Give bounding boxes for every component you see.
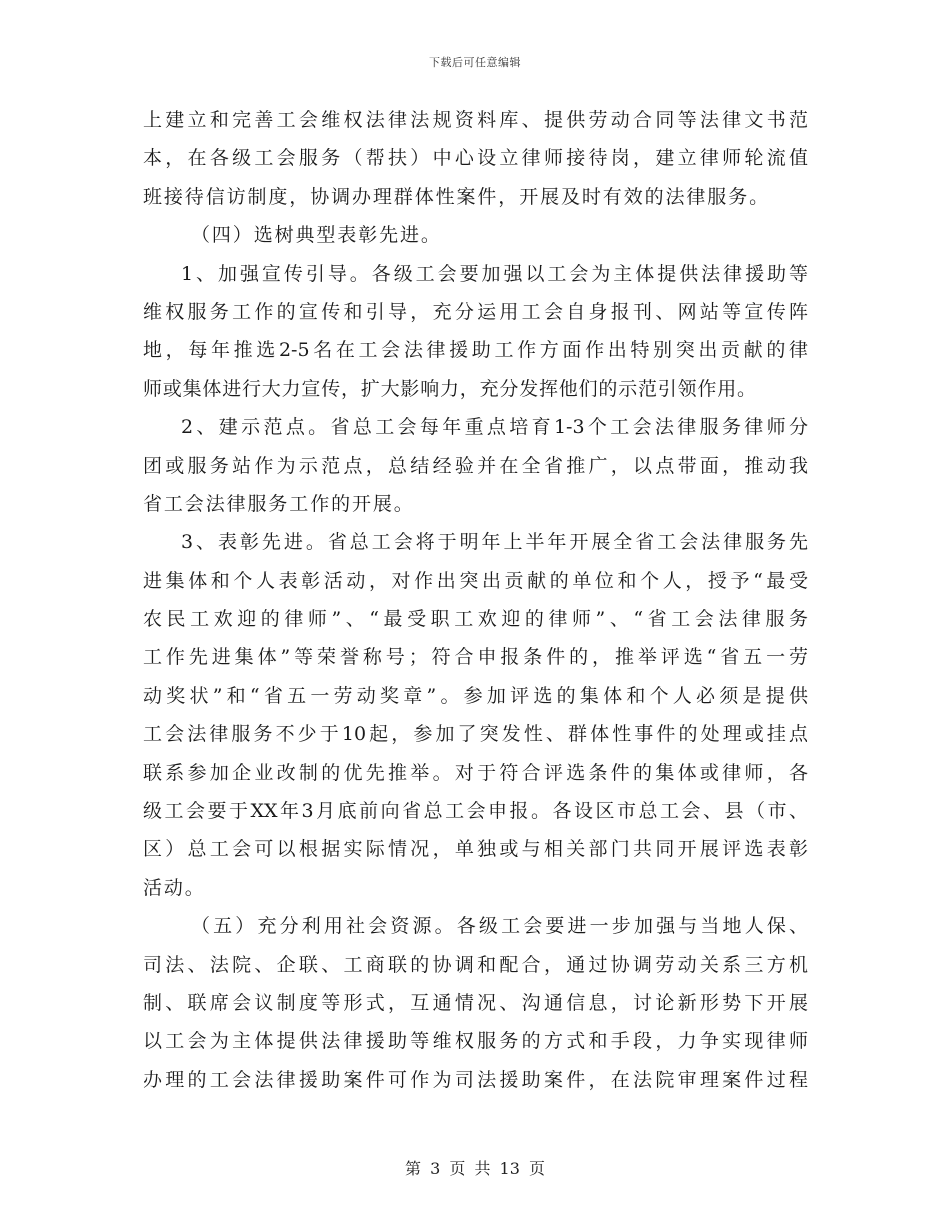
paragraph-line: 区）总工会可以根据实际情况，单独或与相关部门共同开展评选表彰 [143, 838, 808, 861]
paragraph-line: 3、表彰先进。省总工会将于明年上半年开展全省工会法律服务先 [181, 531, 808, 554]
page-header: 下载后可任意编辑 [429, 56, 521, 69]
paragraph-line: 工作先进集体”等荣誉称号；符合申报条件的，推举评选“省五一劳 [143, 646, 808, 669]
paragraph-line: 维权服务工作的宣传和引导，充分运用工会自身报刊、网站等宣传阵 [143, 300, 808, 323]
paragraph-line: 本，在各级工会服务（帮扶）中心设立律师接待岗，建立律师轮流值 [143, 147, 808, 170]
paragraph-line: 1、加强宣传引导。各级工会要加强以工会为主体提供法律援助等 [181, 262, 808, 285]
paragraph-line: 师或集体进行大力宣传，扩大影响力，充分发挥他们的示范引领作用。 [143, 377, 757, 400]
paragraph-line: 联系参加企业改制的优先推举。对于符合评选条件的集体或律师，各 [143, 761, 808, 784]
page-number: 第 3 页 共 13 页 [405, 1159, 545, 1178]
paragraph-line: 工会法律服务不少于10起，参加了突发性、群体性事件的处理或挂点 [143, 723, 808, 746]
paragraph-line: 省工会法律服务工作的开展。 [143, 492, 415, 515]
paragraph-line: 制、联席会议制度等形式，互通情况、沟通信息，讨论新形势下开展 [143, 991, 808, 1014]
paragraph-line: 农民工欢迎的律师”、“最受职工欢迎的律师”、“省工会法律服务 [143, 608, 808, 631]
paragraph-line: 进集体和个人表彰活动，对作出突出贡献的单位和个人，授予“最受 [143, 569, 808, 592]
paragraph-line: 活动。 [143, 876, 206, 899]
paragraph-line: 司法、法院、企联、工商联的协调和配合，通过协调劳动关系三方机 [143, 953, 808, 976]
paragraph-line: 以工会为主体提供法律援助等维权服务的方式和手段，力争实现律师 [143, 1030, 808, 1053]
paragraph-line: 上建立和完善工会维权法律法规资料库、提供劳动合同等法律文书范 [143, 109, 808, 131]
paragraph-line: 动奖状”和“省五一劳动奖章”。参加评选的集体和个人必须是提供 [143, 684, 808, 707]
section-heading: （四）选树典型表彰先进。 [191, 224, 442, 247]
paragraph-line: 地，每年推选2-5名在工会法律援助工作方面作出特别突出贡献的律 [143, 339, 808, 362]
paragraph-line: 2、建示范点。省总工会每年重点培育1-3个工会法律服务律师分 [181, 416, 808, 439]
paragraph-line: 级工会要于XX年3月底前向省总工会申报。各设区市总工会、县（市、 [143, 800, 808, 823]
paragraph-line: 团或服务站作为示范点，总结经验并在全省推广，以点带面，推动我 [143, 454, 808, 477]
paragraph-line: （五）充分利用社会资源。各级工会要进一步加强与当地人保、 [191, 915, 808, 938]
paragraph-line: 班接待信访制度，协调办理群体性案件，开展及时有效的法律服务。 [143, 185, 771, 208]
document-body [143, 101, 808, 1099]
paragraph-line: 办理的工会法律援助案件可作为司法援助案件，在法院审理案件过程 [143, 1068, 808, 1091]
